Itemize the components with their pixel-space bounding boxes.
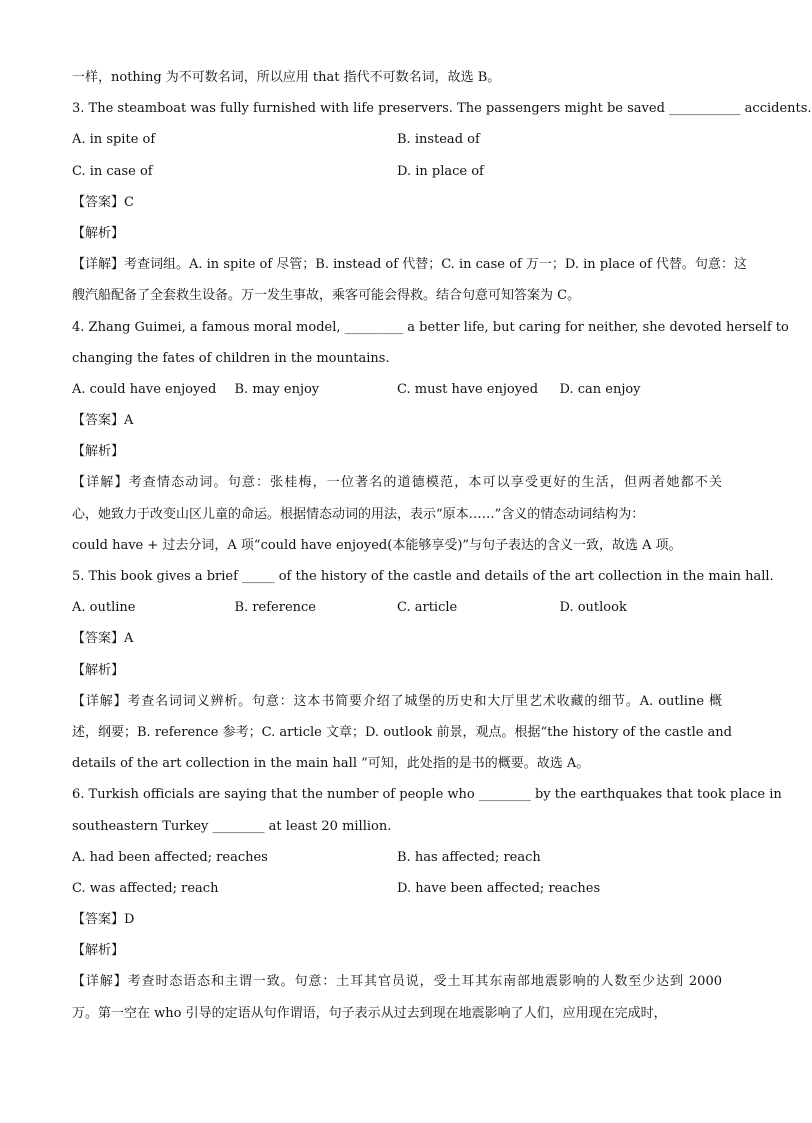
answer-option: A. outline: [72, 600, 136, 616]
option-row: [72, 592, 722, 623]
text-line: 3. The steamboat was fully furnished with life preservers. The passengers might be saved ___________ accidents.: [72, 101, 812, 117]
text-line: 【解析】: [72, 444, 125, 460]
answer-option: D. outlook: [559, 600, 627, 616]
answer-option: C. in case of: [72, 163, 153, 179]
text-line: 【解析】: [72, 225, 125, 241]
answer-option: A. in spite of: [72, 132, 156, 148]
text-line: southeastern Turkey ________ at least 20 million.: [72, 818, 392, 834]
text-line: 一样，nothing 为不可数名词，所以应用 that 指代不可数名词，故选 B。: [72, 70, 501, 85]
text-line: 【解析】: [72, 662, 125, 678]
answer-option: D. can enjoy: [559, 381, 641, 397]
answer-option: D. in place of: [397, 163, 484, 179]
answer-option: A. had been affected; reaches: [72, 849, 268, 865]
text-line: 6. Turkish officials are saying that the number of people who ________ by the earthquakes that took place in: [72, 787, 782, 803]
text-line: 述，纲要；B. reference 参考；C. article 文章；D. outlook 前景，观点。根据“the history of the castle and: [72, 724, 733, 740]
text-line: 4. Zhang Guimei, a famous moral model, _________ a better life, but caring for neither, she devoted herself to: [72, 319, 789, 335]
text-line: changing the fates of children in the mountains.: [72, 350, 390, 366]
text-line: could have + 过去分词，A 项“could have enjoyed(本能够享受)”与句子表达的含义一致，故选 A 项。: [72, 537, 682, 553]
text-line: 【详解】考查时态语态和主谓一致。句意：土耳其官员说，受土耳其东南部地震影响的人数至少达到 2000: [72, 974, 722, 990]
text-line: 【详解】考查情态动词。句意：张桂梅，一位著名的道德模范，本可以享受更好的生活，但两者她都不关: [72, 475, 722, 491]
text-line: 【详解】考查词组。A. in spite of 尽管；B. instead of 代替；C. in case of 万一；D. in place of 代替。句意：这: [72, 257, 747, 273]
answer-option: B. instead of: [397, 132, 480, 148]
option-row: [72, 842, 722, 873]
text-line: 5. This book gives a brief _____ of the history of the castle and details of the art collection in the main hall.: [72, 569, 774, 584]
answer-option: C. was affected; reach: [72, 880, 219, 896]
text-line: 艘汽船配备了全套救生设备。万一发生事故，乘客可能会得救。结合句意可知答案为 C。: [72, 288, 581, 304]
text-line: 心，她致力于改变山区儿童的命运。根据情态动词的用法，表示“原本……”含义的情态动词结构为：: [72, 506, 645, 522]
answer-option: B. reference: [234, 600, 316, 616]
option-row: [72, 374, 722, 405]
option-row: [72, 124, 722, 155]
text-line: 【答案】A: [72, 413, 134, 429]
text-line: 万。第一空在 who 引导的定语从句作谓语，句子表示从过去到现在地震影响了人们，应用现在完成时，: [72, 1005, 667, 1021]
text-line: 【详解】考查名词词义辨析。句意：这本书简要介绍了城堡的历史和大厅里艺术收藏的细节。A. outline 概: [72, 693, 722, 709]
text-line: 【答案】C: [72, 194, 134, 210]
text-line: 【解析】: [72, 943, 125, 959]
option-row: [72, 156, 722, 187]
answer-option: B. has affected; reach: [397, 849, 541, 865]
text-line: details of the art collection in the main hall ”可知，此处指的是书的概要。故选 A。: [72, 756, 590, 772]
text-line: 【答案】D: [72, 912, 135, 928]
answer-option: A. could have enjoyed: [72, 381, 217, 397]
answer-option: D. have been affected; reaches: [397, 880, 601, 896]
answer-option: C. must have enjoyed: [397, 381, 539, 397]
answer-option: B. may enjoy: [234, 381, 320, 397]
answer-option: C. article: [397, 600, 458, 616]
document-page: [72, 62, 812, 1029]
option-row: [72, 873, 722, 904]
text-line: 【答案】A: [72, 631, 134, 647]
